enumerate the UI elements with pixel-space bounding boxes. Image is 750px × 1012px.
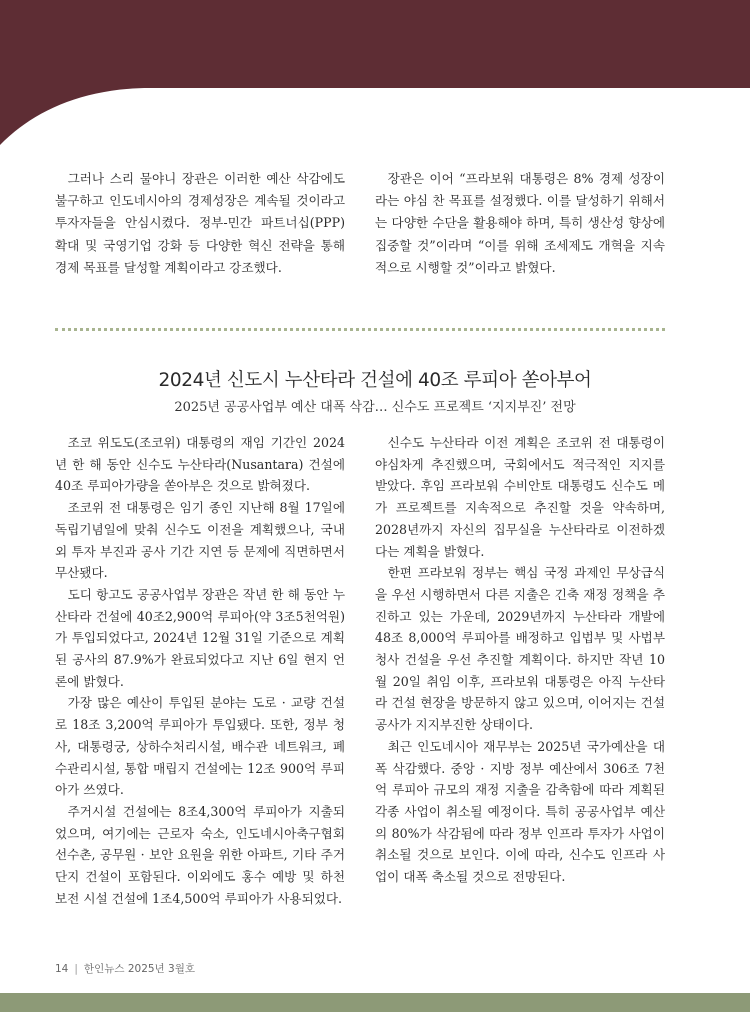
footer-separator: | bbox=[74, 963, 78, 975]
top-right-paragraph: 장관은 이어 “프라보워 대통령은 8% 경제 성장이라는 야심 찬 목표를 설정했다. 이를 달성하기 위해서는 다양한 수단을 활용해야 하며, 특히 생산성 향상에 집중할 것”이라며 “이를 위해 조세제도 개혁을 지속적으로 시행할 것”이라고 밝혔다. bbox=[375, 171, 665, 275]
dotted-divider bbox=[55, 328, 665, 331]
article-subheadline: 2025년 공공사업부 예산 대폭 삭감… 신수도 프로젝트 ‘지지부진’ 전망 bbox=[174, 400, 576, 415]
header-band-shape bbox=[0, 0, 750, 145]
article-right-column bbox=[375, 432, 665, 888]
article-headline: 2024년 신도시 누산타라 건설에 40조 루피아 쏟아부어 bbox=[158, 370, 592, 391]
page-footer bbox=[55, 961, 195, 976]
article-paragraph: 조코 위도도(조코위) 대통령의 재임 기간인 2024년 한 해 동안 신수도 누산타라(Nusantara) 건설에 40조 루피아가량을 쏟아부은 것으로 밝혀졌다. bbox=[55, 435, 345, 494]
article-paragraph: 조코위 전 대통령은 임기 종인 지난해 8월 17일에 독립기념일에 맞춰 신수도 이전을 계획했으나, 국내외 투자 부진과 공사 기간 지연 등 문제에 직면하면서 무산됐다. bbox=[55, 500, 345, 581]
publication-name: 한인뉴스 2025년 3월호 bbox=[83, 963, 195, 975]
top-right-column bbox=[375, 168, 665, 279]
article-paragraph: 한편 프라보워 정부는 핵심 국정 과제인 무상급식을 우선 시행하면서 다른 지출은 긴축 재정 정책을 추진하고 있는 가운데, 2029년까지 누산타라 개발에 48조 8,000억 루피아를 배정하고 입법부 및 사법부 청사 건설을 우선 추진할 계획이다. 하지만 작년 10월 20일 취임 이후, 프라보워 대통령은 아직 누산타라 건설 현장을 방문하지 않고 있으며, 이어지는 건설 공사가 지지부진한 상태이다. bbox=[375, 565, 665, 733]
header-band bbox=[0, 0, 750, 150]
article-paragraph: 가장 많은 예산이 투입된 분야는 도로 · 교량 건설로 18조 3,200억 루피아가 투입됐다. 또한, 정부 청사, 대통령궁, 상하수처리시설, 배수관 네트워크, 폐수관리시설, 통합 매립지 건설에는 12조 900억 루피아가 쓰였다. bbox=[55, 695, 345, 798]
article-paragraph: 신수도 누산타라 이전 계획은 조코위 전 대통령이 야심차게 추진했으며, 국회에서도 적극적인 지지를 받았다. 후임 프라보워 수비안토 대통령도 신수도 메가 프로젝트를 지속적으로 추진할 것을 약속하며, 2028년까지 자신의 집무실을 누산타라로 이전하겠다는 계획을 밝혔다. bbox=[375, 435, 665, 559]
page-number: 14 bbox=[55, 963, 69, 975]
footer-bar bbox=[0, 993, 750, 1012]
article-paragraph: 도디 항고도 공공사업부 장관은 작년 한 해 동안 누산타라 건설에 40조2,900억 루피아(약 3조5천억원)가 투입되었다고, 2024년 12월 31일 기준으로 계획된 공사의 87.9%가 완료되었다고 지난 6일 현지 언론에 밝혔다. bbox=[55, 586, 345, 689]
top-left-paragraph: 그러나 스리 물야니 장관은 이러한 예산 삭감에도 불구하고 인도네시아의 경제성장은 계속될 것이라고 투자자들을 안심시켰다. 정부-민간 파트너십(PPP) 확대 및 국영기업 강화 등 다양한 혁신 전략을 통해 경제 목표를 달성할 계획이라고 강조했다. bbox=[55, 171, 345, 275]
article-left-column bbox=[55, 432, 345, 909]
top-left-column bbox=[55, 168, 345, 279]
article-paragraph: 주거시설 건설에는 8조4,300억 루피아가 지출되었으며, 여기에는 근로자 숙소, 인도네시아축구협회 선수촌, 공무원 · 보안 요원을 위한 아파트, 기타 주거 단지 건설이 포함된다. 이외에도 홍수 예방 및 하천 보전 시설 건설에 1조4,500억 루피아가 사용되었다. bbox=[55, 803, 345, 906]
article-paragraph: 최근 인도네시아 재무부는 2025년 국가예산을 대폭 삭감했다. 중앙 · 지방 정부 예산에서 306조 7천억 루피아 규모의 재정 지출을 감축함에 따라 계획된 각종 사업이 취소될 예정이다. 특히 공공사업부 예산의 80%가 삭감됨에 따라 정부 인프라 투자가 사업이 취소될 것으로 보인다. 이에 따라, 신수도 인프라 사업이 대폭 축소될 것으로 전망된다. bbox=[375, 738, 665, 885]
